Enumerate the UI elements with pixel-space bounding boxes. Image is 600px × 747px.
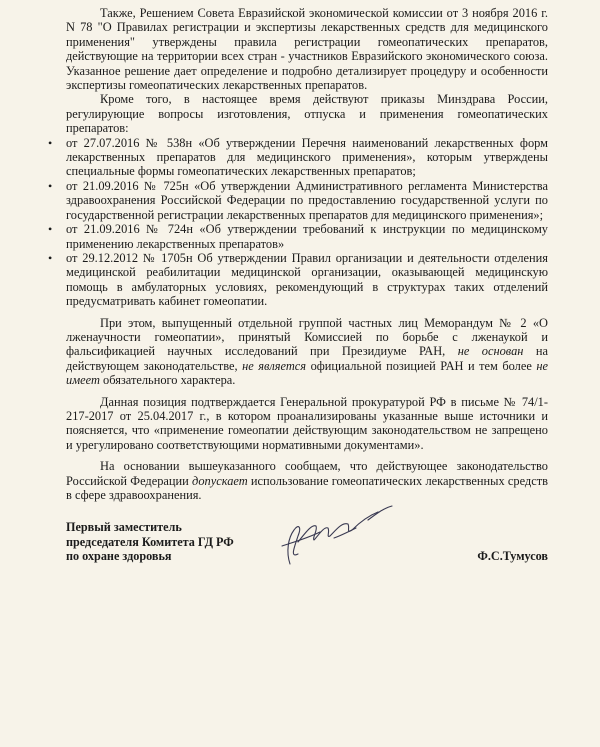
list-item: • от 27.07.2016 № 538н «Об утверждении Перечня наименований лекарственных форм лекарственных препаратов для медицинского применения», которым утверждены специальные формы гомеопатических лекарственных препаратов; xyxy=(66,136,548,179)
paragraph-eec-decision: Также, Решением Совета Евразийской экономической комиссии от 3 ноября 2016 г. N 78 "О Правилах регистрации и экспертизы лекарственных средств для медицинского применения" утверждены правила регистрации гомеопатических препаратов, действующие на территории всех стран - участников Евразийского экономического союза. Указанное решение дает определение и подробно детализирует процедуру и особенности экспертизы гомеопатических лекарственных препаратов. xyxy=(66,6,548,93)
handwritten-signature xyxy=(268,502,398,572)
paragraph-prosecutor: Данная позиция подтверждается Генеральной прокуратурой РФ в письме № 74/1-217-2017 от 25.04.2017 г., в котором проанализированы указанные выше источники и поясняется, что «применение гомеопатии действующим законодательством не запрещено и урегулировано соответствующими нормативными документами». xyxy=(66,394,548,452)
paragraph-conclusion: На основании вышеуказанного сообщаем, что действующее законодательство Российской Федерации допускает использование гомеопатических лекарственных средств в сфере здравоохранения. xyxy=(66,459,548,502)
emphasis-not-based: не основан xyxy=(457,344,524,359)
list-item: • от 29.12.2012 № 1705н Об утверждении Правил организации и деятельности отделения медицинской реабилитации медицинской организации, оказывающей медицинскую помощь в амбулаторных условиях, рекомендующий в структурах таких отделений предусматривать кабинет гомеопатии. xyxy=(66,251,548,309)
signatory-title: Первый заместитель председателя Комитета ГД РФ по охране здоровья xyxy=(66,520,234,564)
signatory-name: Ф.С.Тумусов xyxy=(477,549,548,563)
paragraph-ministry-orders-intro: Кроме того, в настоящее время действуют приказы Минздрава России, регулирующие вопросы изготовления, отпуска и применения гомеопатических препаратов: xyxy=(66,92,548,136)
emphasis-is-not: не является xyxy=(242,358,307,373)
emphasis-has-no: не имеет xyxy=(66,358,549,388)
emphasis-permits: допускает xyxy=(192,473,248,488)
list-item: • от 21.09.2016 № 724н «Об утверждении требований к инструкции по медицинскому применению лекарственных препаратов» xyxy=(66,222,548,251)
list-item: • от 21.09.2016 № 725н «Об утверждении Административного регламента Министерства здравоохранения Российской Федерации по предоставлению государственной услуги по государственной регистрации лекарственных препаратов для медицинского применения»; xyxy=(66,179,548,222)
paragraph-memorandum: При этом, выпущенный отдельной группой частных лиц Меморандум № 2 «О лженаучности гомеопатии», принятый Комиссией по борьбе с лженаукой и фальсификацией научных исследований при Президиуме РАН, не основан на действующем законодательстве, не является официальной позицией РАН и тем более не имеет обязательного характера. xyxy=(66,315,549,388)
orders-list xyxy=(66,136,548,309)
